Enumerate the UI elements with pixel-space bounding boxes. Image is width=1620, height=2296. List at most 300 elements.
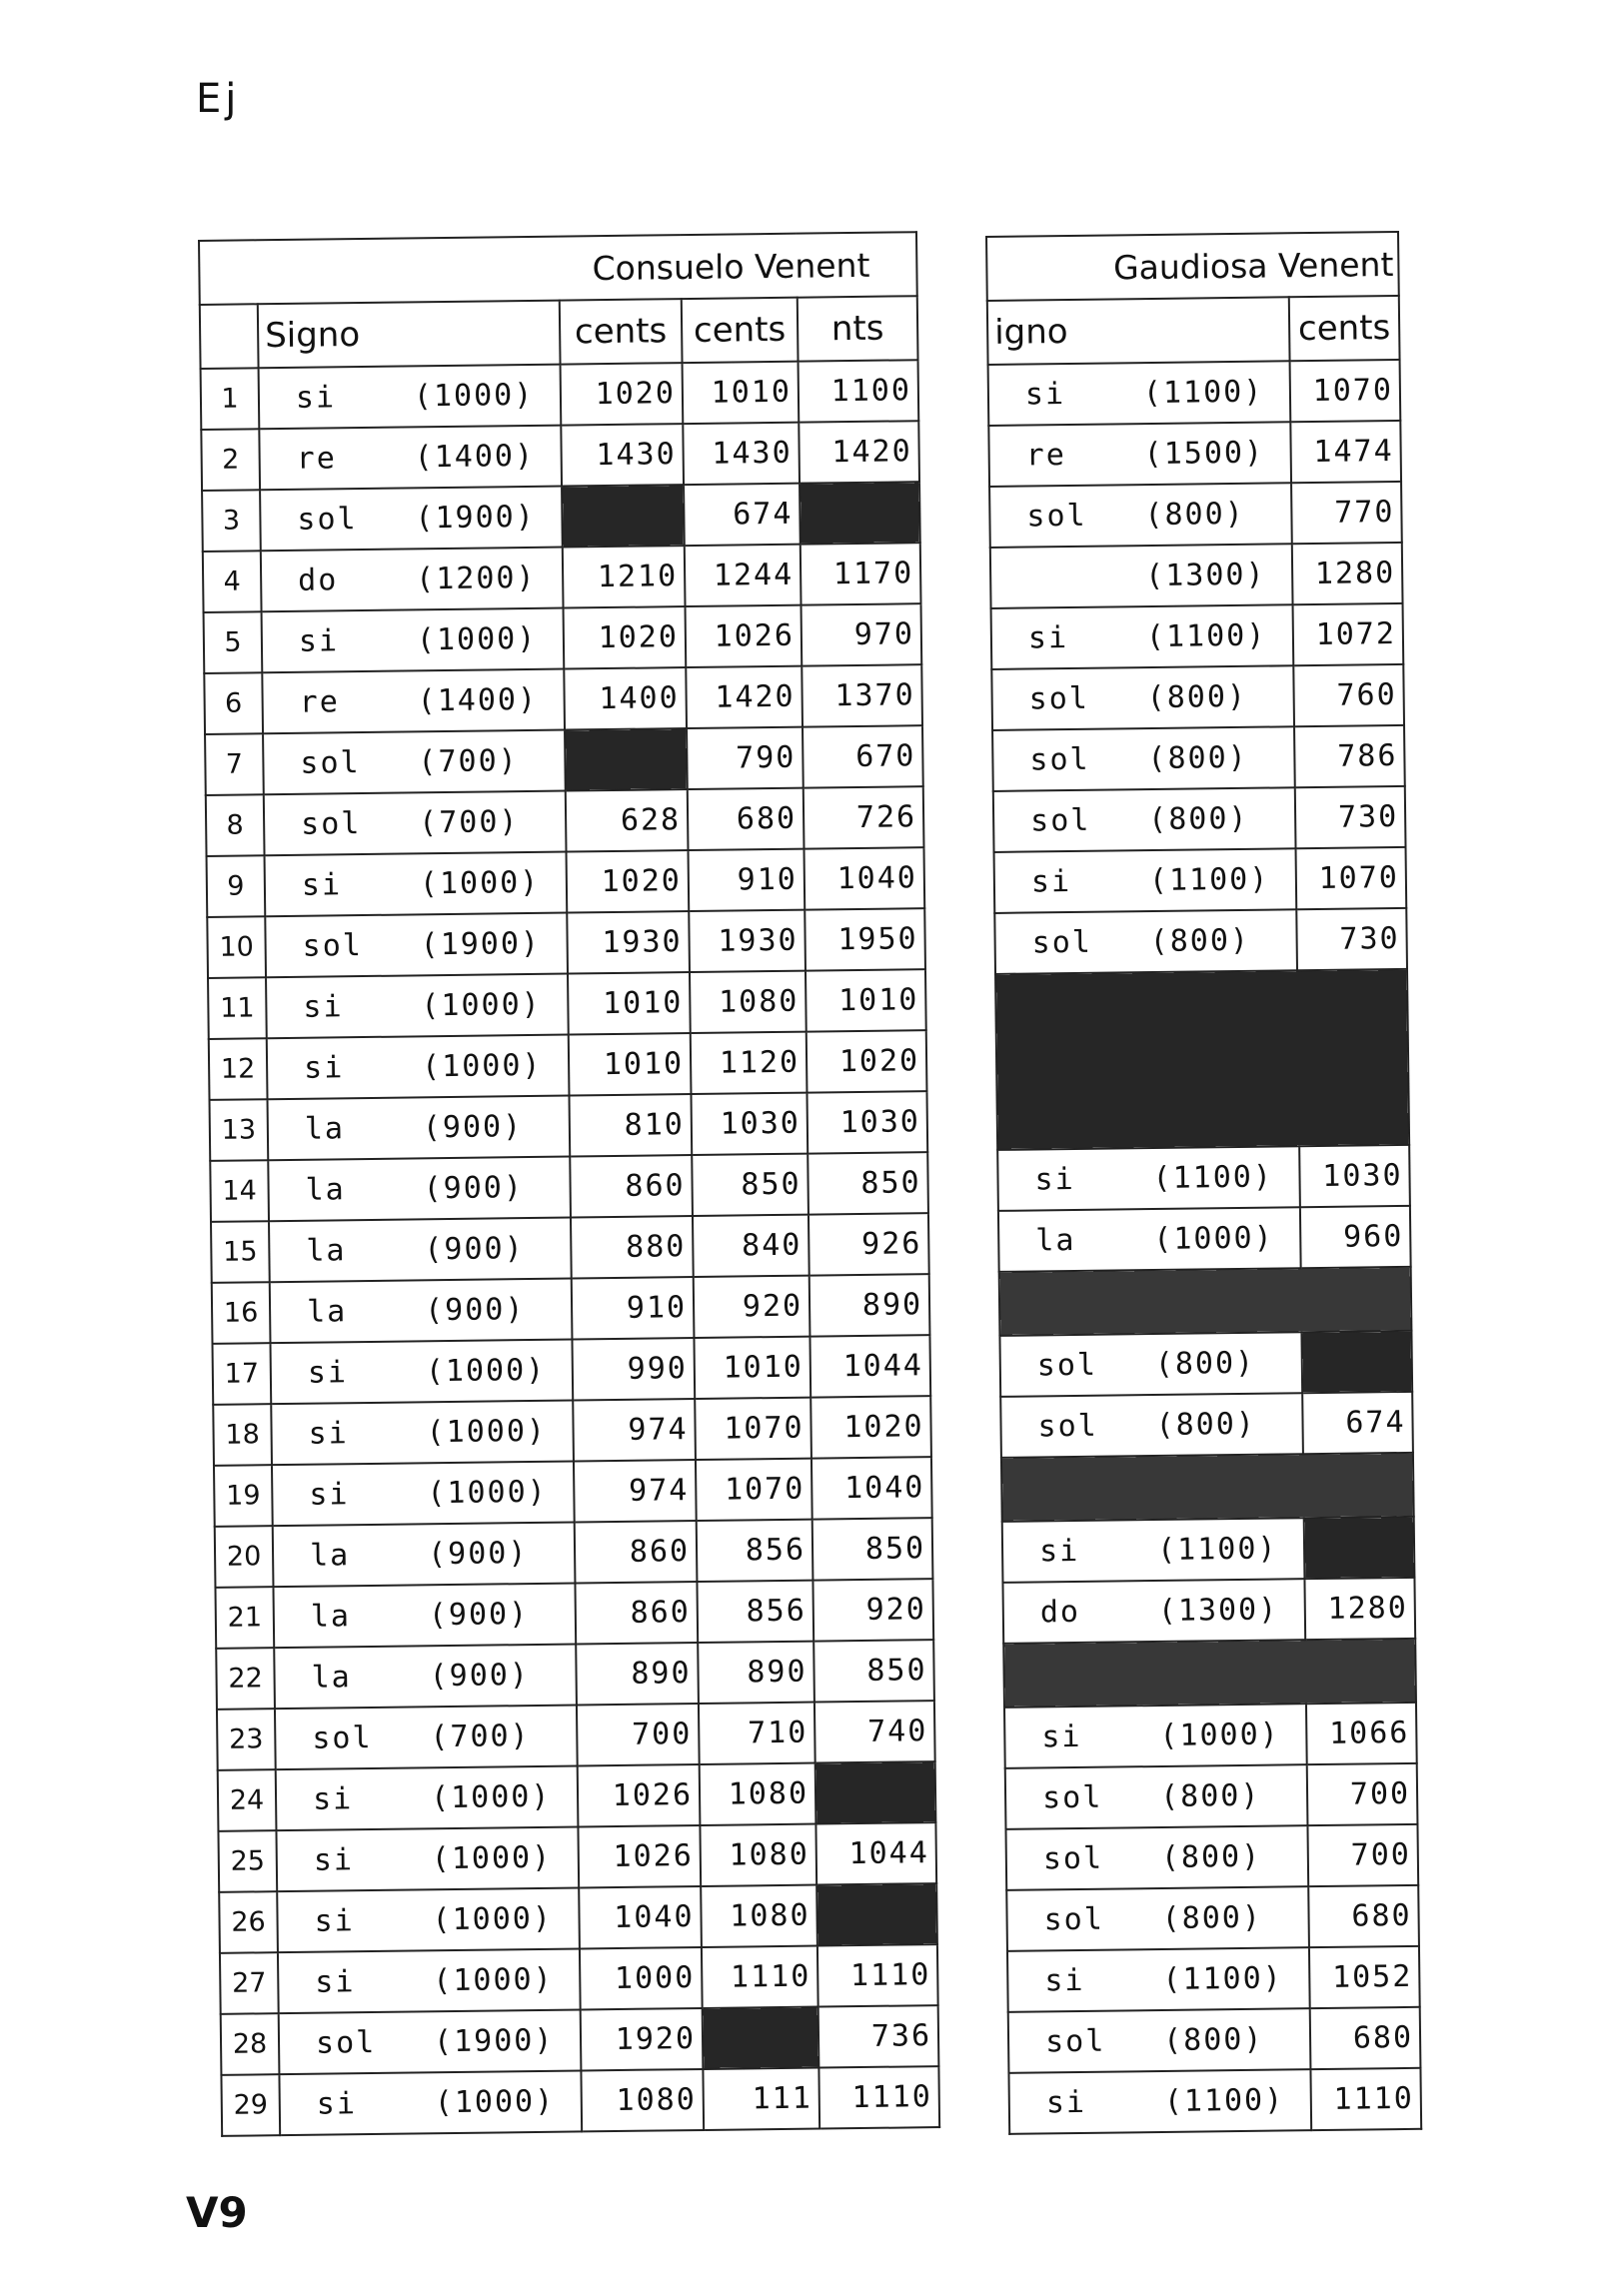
nominal-cents: (900) bbox=[428, 1597, 530, 1634]
signo-cell bbox=[278, 1948, 581, 2013]
nominal-cents: (1100) bbox=[1142, 374, 1264, 412]
cents-value: 670 bbox=[803, 725, 923, 787]
table-row bbox=[201, 421, 919, 491]
table-row bbox=[1008, 2068, 1421, 2134]
table-row bbox=[209, 1030, 927, 1100]
table-row bbox=[210, 1091, 928, 1161]
signo-cell bbox=[997, 1146, 1300, 1211]
redacted-cell bbox=[815, 1761, 936, 1823]
signo-cell bbox=[1000, 1393, 1303, 1458]
signo-cell bbox=[264, 791, 567, 856]
cents-value: 1070 bbox=[696, 1459, 812, 1521]
cents-value: 1040 bbox=[804, 847, 924, 909]
note-name: si bbox=[303, 989, 344, 1025]
cents-value: 760 bbox=[1293, 664, 1404, 726]
note-name: la bbox=[305, 1172, 346, 1208]
table-row bbox=[1005, 1763, 1418, 1829]
signo-cell bbox=[273, 1522, 576, 1587]
cents-value: 700 bbox=[1307, 1763, 1418, 1825]
note-name: sol bbox=[297, 502, 358, 538]
cents-value: 674 bbox=[1302, 1392, 1413, 1454]
signo-cell bbox=[269, 1218, 572, 1283]
cents-value: 1040 bbox=[579, 1886, 702, 1948]
cents-value: 1020 bbox=[564, 606, 687, 668]
note-name: sol bbox=[1043, 1901, 1104, 1938]
cents-value: 1070 bbox=[1290, 360, 1401, 422]
nominal-cents: (1000) bbox=[430, 1778, 552, 1816]
table-row bbox=[218, 1761, 936, 1831]
cents-value: 1110 bbox=[818, 2066, 939, 2128]
cents-value: 1020 bbox=[807, 1030, 927, 1092]
note-name: la bbox=[310, 1599, 352, 1635]
cents-value: 1010 bbox=[569, 1033, 692, 1095]
nominal-cents: (1500) bbox=[1143, 435, 1265, 473]
signo-cell bbox=[279, 2009, 582, 2074]
signo-cell bbox=[991, 665, 1294, 730]
table-row bbox=[214, 1457, 932, 1527]
nominal-cents: (1900) bbox=[415, 499, 537, 537]
note-name: do bbox=[297, 563, 339, 598]
nominal-cents: (1000) bbox=[431, 1839, 553, 1877]
nominal-cents: (1000) bbox=[421, 1047, 543, 1085]
note-name: si bbox=[307, 1355, 349, 1391]
cents-value: 890 bbox=[810, 1274, 930, 1336]
nominal-cents: (800) bbox=[1159, 1777, 1261, 1814]
cents-value: 1044 bbox=[810, 1335, 930, 1397]
cents-header-2: cents bbox=[682, 298, 799, 363]
signo-cell bbox=[1005, 1764, 1308, 1829]
redacted-band bbox=[1001, 1453, 1414, 1522]
nominal-cents: (1000) bbox=[434, 2083, 556, 2121]
table-row bbox=[993, 786, 1406, 852]
nominal-cents: (1000) bbox=[425, 1352, 547, 1390]
note-name: si bbox=[298, 623, 340, 659]
cents-value: 1920 bbox=[581, 2008, 704, 2070]
cents-header-1: cents bbox=[1289, 296, 1400, 361]
note-name: sol bbox=[302, 928, 364, 964]
nominal-cents: (1100) bbox=[1148, 861, 1270, 899]
table-row bbox=[204, 603, 922, 673]
note-name: sol bbox=[1026, 498, 1087, 535]
nominal-cents: (900) bbox=[429, 1658, 531, 1695]
table-row bbox=[220, 1944, 938, 2014]
signo-cell bbox=[1002, 1518, 1305, 1583]
table-row bbox=[216, 1640, 934, 1710]
signo-cell bbox=[991, 604, 1294, 669]
cents-value: 1030 bbox=[807, 1091, 927, 1153]
cents-value: 1950 bbox=[805, 908, 925, 970]
cents-value: 700 bbox=[1307, 1824, 1418, 1886]
nominal-cents: (1000) bbox=[416, 620, 538, 658]
signo-cell bbox=[1004, 1704, 1307, 1768]
table-row bbox=[991, 664, 1404, 730]
nominal-cents: (800) bbox=[1161, 1899, 1263, 1936]
signo-cell bbox=[271, 1401, 574, 1466]
cents-value: 1120 bbox=[691, 1032, 808, 1094]
note-name: sol bbox=[315, 2024, 377, 2061]
table-row bbox=[994, 847, 1407, 913]
redacted-cell bbox=[703, 2007, 819, 2069]
row-number: 29 bbox=[221, 2074, 280, 2136]
note-name: si bbox=[1034, 1161, 1075, 1198]
row-number: 27 bbox=[220, 1952, 279, 2014]
cents-value: 920 bbox=[812, 1579, 933, 1641]
row-number: 26 bbox=[219, 1891, 278, 1953]
note-name: la bbox=[311, 1660, 352, 1696]
cents-value: 1370 bbox=[802, 664, 922, 726]
cents-value: 1010 bbox=[568, 972, 691, 1034]
table-row bbox=[1004, 1703, 1417, 1768]
cents-value: 890 bbox=[698, 1642, 814, 1704]
cents-value: 860 bbox=[570, 1155, 693, 1217]
table-row bbox=[988, 360, 1401, 426]
nominal-cents: (1000) bbox=[421, 986, 542, 1024]
cents-header-3: nts bbox=[798, 296, 918, 361]
row-number: 18 bbox=[213, 1404, 272, 1466]
gaudiosa-venent-table bbox=[985, 231, 1422, 2135]
page-number: V9 bbox=[186, 2188, 248, 2237]
consuelo-table-body bbox=[201, 360, 940, 2136]
cents-value: 1052 bbox=[1309, 1946, 1420, 2008]
cents-value: 1110 bbox=[702, 1946, 818, 2008]
nominal-cents: (900) bbox=[423, 1170, 525, 1207]
redacted-band-fill bbox=[999, 1267, 1412, 1336]
cents-value: 680 bbox=[1308, 1885, 1419, 1947]
nominal-cents: (1000) bbox=[426, 1413, 548, 1451]
table-row bbox=[991, 603, 1404, 669]
nominal-cents: (1300) bbox=[1144, 557, 1266, 594]
nominal-cents: (900) bbox=[427, 1536, 529, 1573]
row-number: 28 bbox=[221, 2013, 280, 2075]
table-row bbox=[207, 908, 925, 978]
signo-cell bbox=[277, 1887, 580, 1952]
redacted-cell bbox=[800, 482, 920, 544]
cents-value: 1110 bbox=[817, 1944, 938, 2006]
cents-value: 1010 bbox=[683, 362, 800, 424]
redacted-cell bbox=[562, 485, 685, 547]
signo-cell bbox=[279, 2070, 582, 2135]
signo-cell bbox=[276, 1826, 579, 1891]
note-name: si bbox=[1027, 620, 1069, 656]
gaudiosa-table-body bbox=[988, 360, 1422, 2134]
note-name: sol bbox=[1029, 741, 1090, 778]
table-row bbox=[1005, 1824, 1418, 1890]
nominal-cents: (800) bbox=[1144, 496, 1245, 534]
cents-value: 680 bbox=[688, 788, 805, 850]
table-row bbox=[203, 543, 921, 612]
table-row bbox=[211, 1213, 929, 1283]
table-row bbox=[207, 847, 925, 917]
signo-cell bbox=[268, 1096, 571, 1161]
cents-value: 1420 bbox=[686, 666, 803, 728]
signo-cell bbox=[1007, 1947, 1310, 2012]
cents-value: 850 bbox=[808, 1152, 928, 1214]
table-row bbox=[212, 1274, 930, 1344]
table-row bbox=[206, 786, 924, 856]
redacted-cell bbox=[565, 728, 688, 790]
cents-value: 850 bbox=[813, 1640, 934, 1702]
note-name bbox=[1027, 585, 1121, 586]
cents-value: 1430 bbox=[561, 424, 684, 486]
signo-cell bbox=[1008, 2008, 1311, 2073]
cents-value: 770 bbox=[1291, 482, 1402, 544]
cents-value: 1066 bbox=[1306, 1703, 1417, 1764]
cents-value: 1420 bbox=[799, 421, 919, 483]
signo-cell bbox=[999, 1332, 1302, 1397]
nominal-cents: (1000) bbox=[1153, 1220, 1274, 1258]
gaudiosa-table-title: Gaudiosa Venent bbox=[986, 232, 1399, 301]
cents-value: 920 bbox=[694, 1276, 810, 1338]
cents-value: 926 bbox=[809, 1213, 929, 1275]
cents-value: 1026 bbox=[686, 605, 803, 667]
table-row bbox=[215, 1518, 933, 1588]
table-row bbox=[208, 969, 926, 1039]
cents-value: 1040 bbox=[811, 1457, 932, 1519]
row-number: 15 bbox=[211, 1221, 270, 1283]
note-name: si bbox=[1024, 377, 1066, 413]
cents-value: 1020 bbox=[567, 850, 690, 912]
signo-cell bbox=[992, 726, 1295, 791]
cents-value: 860 bbox=[575, 1582, 698, 1644]
note-name: sol bbox=[1044, 2023, 1106, 2060]
signo-cell bbox=[265, 852, 568, 917]
cents-value: 1080 bbox=[700, 1824, 816, 1886]
note-name: re bbox=[1025, 438, 1067, 474]
note-name: si bbox=[309, 1477, 350, 1513]
note-name: la bbox=[306, 1233, 347, 1269]
cents-value: 1170 bbox=[801, 543, 921, 604]
cents-value: 840 bbox=[693, 1215, 810, 1277]
nominal-cents: (1100) bbox=[1163, 2082, 1285, 2119]
table-row bbox=[989, 482, 1402, 548]
row-number: 1 bbox=[201, 368, 260, 430]
nominal-cents: (800) bbox=[1147, 739, 1248, 777]
note-name: sol bbox=[1037, 1408, 1098, 1445]
cents-value: 790 bbox=[687, 727, 804, 789]
table-row bbox=[202, 482, 920, 552]
cents-value: 726 bbox=[804, 786, 924, 848]
cents-value: 786 bbox=[1294, 725, 1405, 787]
row-number: 9 bbox=[207, 855, 266, 917]
row-number: 24 bbox=[218, 1769, 277, 1831]
cents-value: 1400 bbox=[564, 667, 687, 729]
table-row bbox=[219, 1883, 937, 1953]
row-number: 17 bbox=[212, 1343, 271, 1405]
nominal-cents: (1000) bbox=[419, 864, 541, 902]
cents-value: 1030 bbox=[1299, 1145, 1410, 1207]
cents-value: 810 bbox=[569, 1094, 692, 1156]
table-row bbox=[997, 1145, 1410, 1211]
table-row bbox=[1002, 1517, 1415, 1583]
cents-value: 990 bbox=[572, 1338, 695, 1400]
nominal-cents: (1100) bbox=[1162, 1960, 1283, 1997]
signo-cell bbox=[273, 1583, 576, 1648]
note-name: si bbox=[313, 1842, 355, 1878]
row-number: 2 bbox=[201, 429, 260, 491]
cents-value: 1000 bbox=[580, 1947, 703, 2009]
nominal-cents: (900) bbox=[422, 1109, 524, 1146]
table-row bbox=[1008, 2007, 1421, 2073]
nominal-cents: (1100) bbox=[1145, 617, 1267, 655]
cents-value: 1080 bbox=[581, 2069, 704, 2131]
table-row bbox=[999, 1331, 1412, 1397]
table-row bbox=[205, 725, 923, 795]
nominal-cents: (1000) bbox=[432, 1900, 554, 1938]
table-row bbox=[1006, 1885, 1419, 1951]
cents-value: 1930 bbox=[567, 911, 690, 973]
cents-value: 960 bbox=[1300, 1206, 1411, 1268]
cents-value: 860 bbox=[575, 1521, 698, 1583]
signo-cell bbox=[259, 365, 562, 430]
cents-value: 910 bbox=[689, 849, 806, 911]
nominal-cents: (800) bbox=[1160, 1838, 1262, 1875]
row-number: 11 bbox=[208, 977, 267, 1039]
note-name: sol bbox=[300, 745, 361, 781]
row-number: 23 bbox=[217, 1709, 276, 1770]
signo-cell bbox=[262, 669, 565, 734]
table-row bbox=[215, 1579, 933, 1649]
note-name: sol bbox=[1029, 802, 1091, 839]
note-name: sol bbox=[1042, 1840, 1104, 1877]
redacted-band bbox=[1003, 1639, 1416, 1708]
table-row bbox=[201, 360, 919, 430]
nominal-cents: (800) bbox=[1154, 1345, 1256, 1383]
nominal-cents: (800) bbox=[1155, 1406, 1257, 1444]
cents-value: 1080 bbox=[701, 1885, 817, 1947]
row-number: 14 bbox=[210, 1160, 269, 1222]
nominal-cents: (1400) bbox=[414, 438, 536, 476]
cents-value: 1070 bbox=[695, 1398, 811, 1460]
cents-value: 1100 bbox=[799, 360, 919, 422]
row-number: 8 bbox=[206, 794, 265, 856]
cents-value: 974 bbox=[574, 1460, 697, 1522]
nominal-cents: (1000) bbox=[433, 1961, 554, 1999]
cents-value: 1474 bbox=[1290, 421, 1401, 483]
cents-value: 850 bbox=[692, 1154, 809, 1216]
table-row bbox=[221, 2005, 939, 2075]
signo-cell bbox=[1006, 1886, 1309, 1951]
signo-cell bbox=[270, 1340, 573, 1405]
cents-value: 736 bbox=[818, 2005, 939, 2067]
signo-cell bbox=[276, 1765, 579, 1830]
cents-value: 1010 bbox=[806, 969, 926, 1031]
cents-value: 111 bbox=[703, 2068, 819, 2130]
note-name: la bbox=[309, 1538, 351, 1574]
nominal-cents: (700) bbox=[418, 743, 519, 780]
signo-cell bbox=[272, 1461, 575, 1526]
table-row bbox=[221, 2066, 939, 2136]
note-name: la bbox=[1035, 1222, 1076, 1259]
cents-value: 730 bbox=[1295, 786, 1406, 848]
row-number: 12 bbox=[209, 1038, 268, 1100]
consuelo-table-title: Consuelo Venent bbox=[199, 232, 917, 305]
signo-cell bbox=[989, 483, 1292, 548]
signo-cell bbox=[265, 913, 568, 978]
cents-value: 1044 bbox=[815, 1822, 936, 1884]
cents-value: 880 bbox=[571, 1216, 694, 1278]
note-name: sol bbox=[1028, 680, 1090, 717]
table-row bbox=[210, 1152, 928, 1222]
row-number: 10 bbox=[207, 916, 266, 978]
signo-cell bbox=[263, 730, 566, 795]
consuelo-venent-table bbox=[198, 231, 940, 2137]
nominal-cents: (700) bbox=[418, 804, 520, 841]
redacted-band bbox=[999, 1267, 1412, 1336]
note-name: si bbox=[314, 1903, 355, 1939]
nominal-cents: (700) bbox=[430, 1719, 531, 1755]
row-number: 19 bbox=[214, 1465, 273, 1527]
nominal-cents: (1300) bbox=[1157, 1592, 1279, 1629]
signo-cell bbox=[1005, 1825, 1308, 1890]
row-number: 5 bbox=[204, 611, 263, 673]
cents-value: 856 bbox=[697, 1520, 813, 1582]
redacted-cell bbox=[816, 1883, 937, 1945]
nominal-cents: (900) bbox=[424, 1292, 526, 1329]
note-name: si bbox=[308, 1416, 349, 1452]
cents-value: 910 bbox=[572, 1277, 695, 1339]
signo-cell bbox=[988, 422, 1291, 487]
note-name: sol bbox=[312, 1720, 373, 1756]
cents-value: 1080 bbox=[700, 1763, 816, 1825]
table-row bbox=[213, 1396, 931, 1466]
nominal-cents: (1100) bbox=[1156, 1531, 1278, 1568]
table-row bbox=[217, 1701, 935, 1770]
signo-cell bbox=[267, 1035, 570, 1100]
signo-cell bbox=[993, 787, 1296, 852]
note-name: sol bbox=[1041, 1779, 1103, 1816]
signo-cell bbox=[994, 909, 1297, 974]
cents-value: 1026 bbox=[578, 1764, 701, 1826]
cents-value: 856 bbox=[697, 1581, 813, 1643]
note-name: re bbox=[299, 684, 341, 720]
cents-value: 1072 bbox=[1293, 603, 1404, 665]
nominal-cents: (1000) bbox=[1159, 1717, 1280, 1753]
note-name: do bbox=[1039, 1594, 1081, 1631]
note-name: si bbox=[303, 1050, 345, 1086]
cents-value: 1080 bbox=[690, 971, 807, 1033]
cents-value: 970 bbox=[802, 603, 922, 665]
redacted-cell bbox=[1301, 1331, 1412, 1393]
table-row bbox=[992, 725, 1405, 791]
note-name: si bbox=[301, 867, 343, 903]
cents-value: 1070 bbox=[1296, 847, 1407, 909]
note-name: si bbox=[1041, 1719, 1082, 1755]
cents-value: 1430 bbox=[683, 423, 800, 485]
cents-value: 1020 bbox=[561, 363, 684, 425]
signo-cell bbox=[259, 426, 562, 491]
table-row bbox=[988, 421, 1401, 487]
cents-header-1: cents bbox=[560, 299, 683, 364]
nominal-cents: (1200) bbox=[415, 560, 537, 597]
nominal-cents: (1100) bbox=[1152, 1159, 1274, 1197]
cents-value: 1010 bbox=[694, 1337, 810, 1399]
note-name: re bbox=[296, 441, 338, 477]
cents-value: 674 bbox=[684, 484, 801, 546]
signo-cell bbox=[268, 1157, 571, 1222]
signo-header: Signo bbox=[258, 301, 561, 369]
cents-value: 850 bbox=[812, 1518, 933, 1580]
cents-value: 1280 bbox=[1292, 543, 1403, 604]
row-number: 6 bbox=[204, 672, 263, 734]
cents-value: 1026 bbox=[578, 1825, 701, 1887]
row-number: 3 bbox=[202, 490, 261, 552]
row-number: 20 bbox=[215, 1526, 274, 1588]
table-row bbox=[998, 1206, 1411, 1272]
cents-value: 710 bbox=[699, 1703, 815, 1764]
signo-cell bbox=[270, 1279, 573, 1344]
redacted-band-fill bbox=[1001, 1453, 1414, 1522]
nominal-cents: (1900) bbox=[420, 925, 542, 963]
